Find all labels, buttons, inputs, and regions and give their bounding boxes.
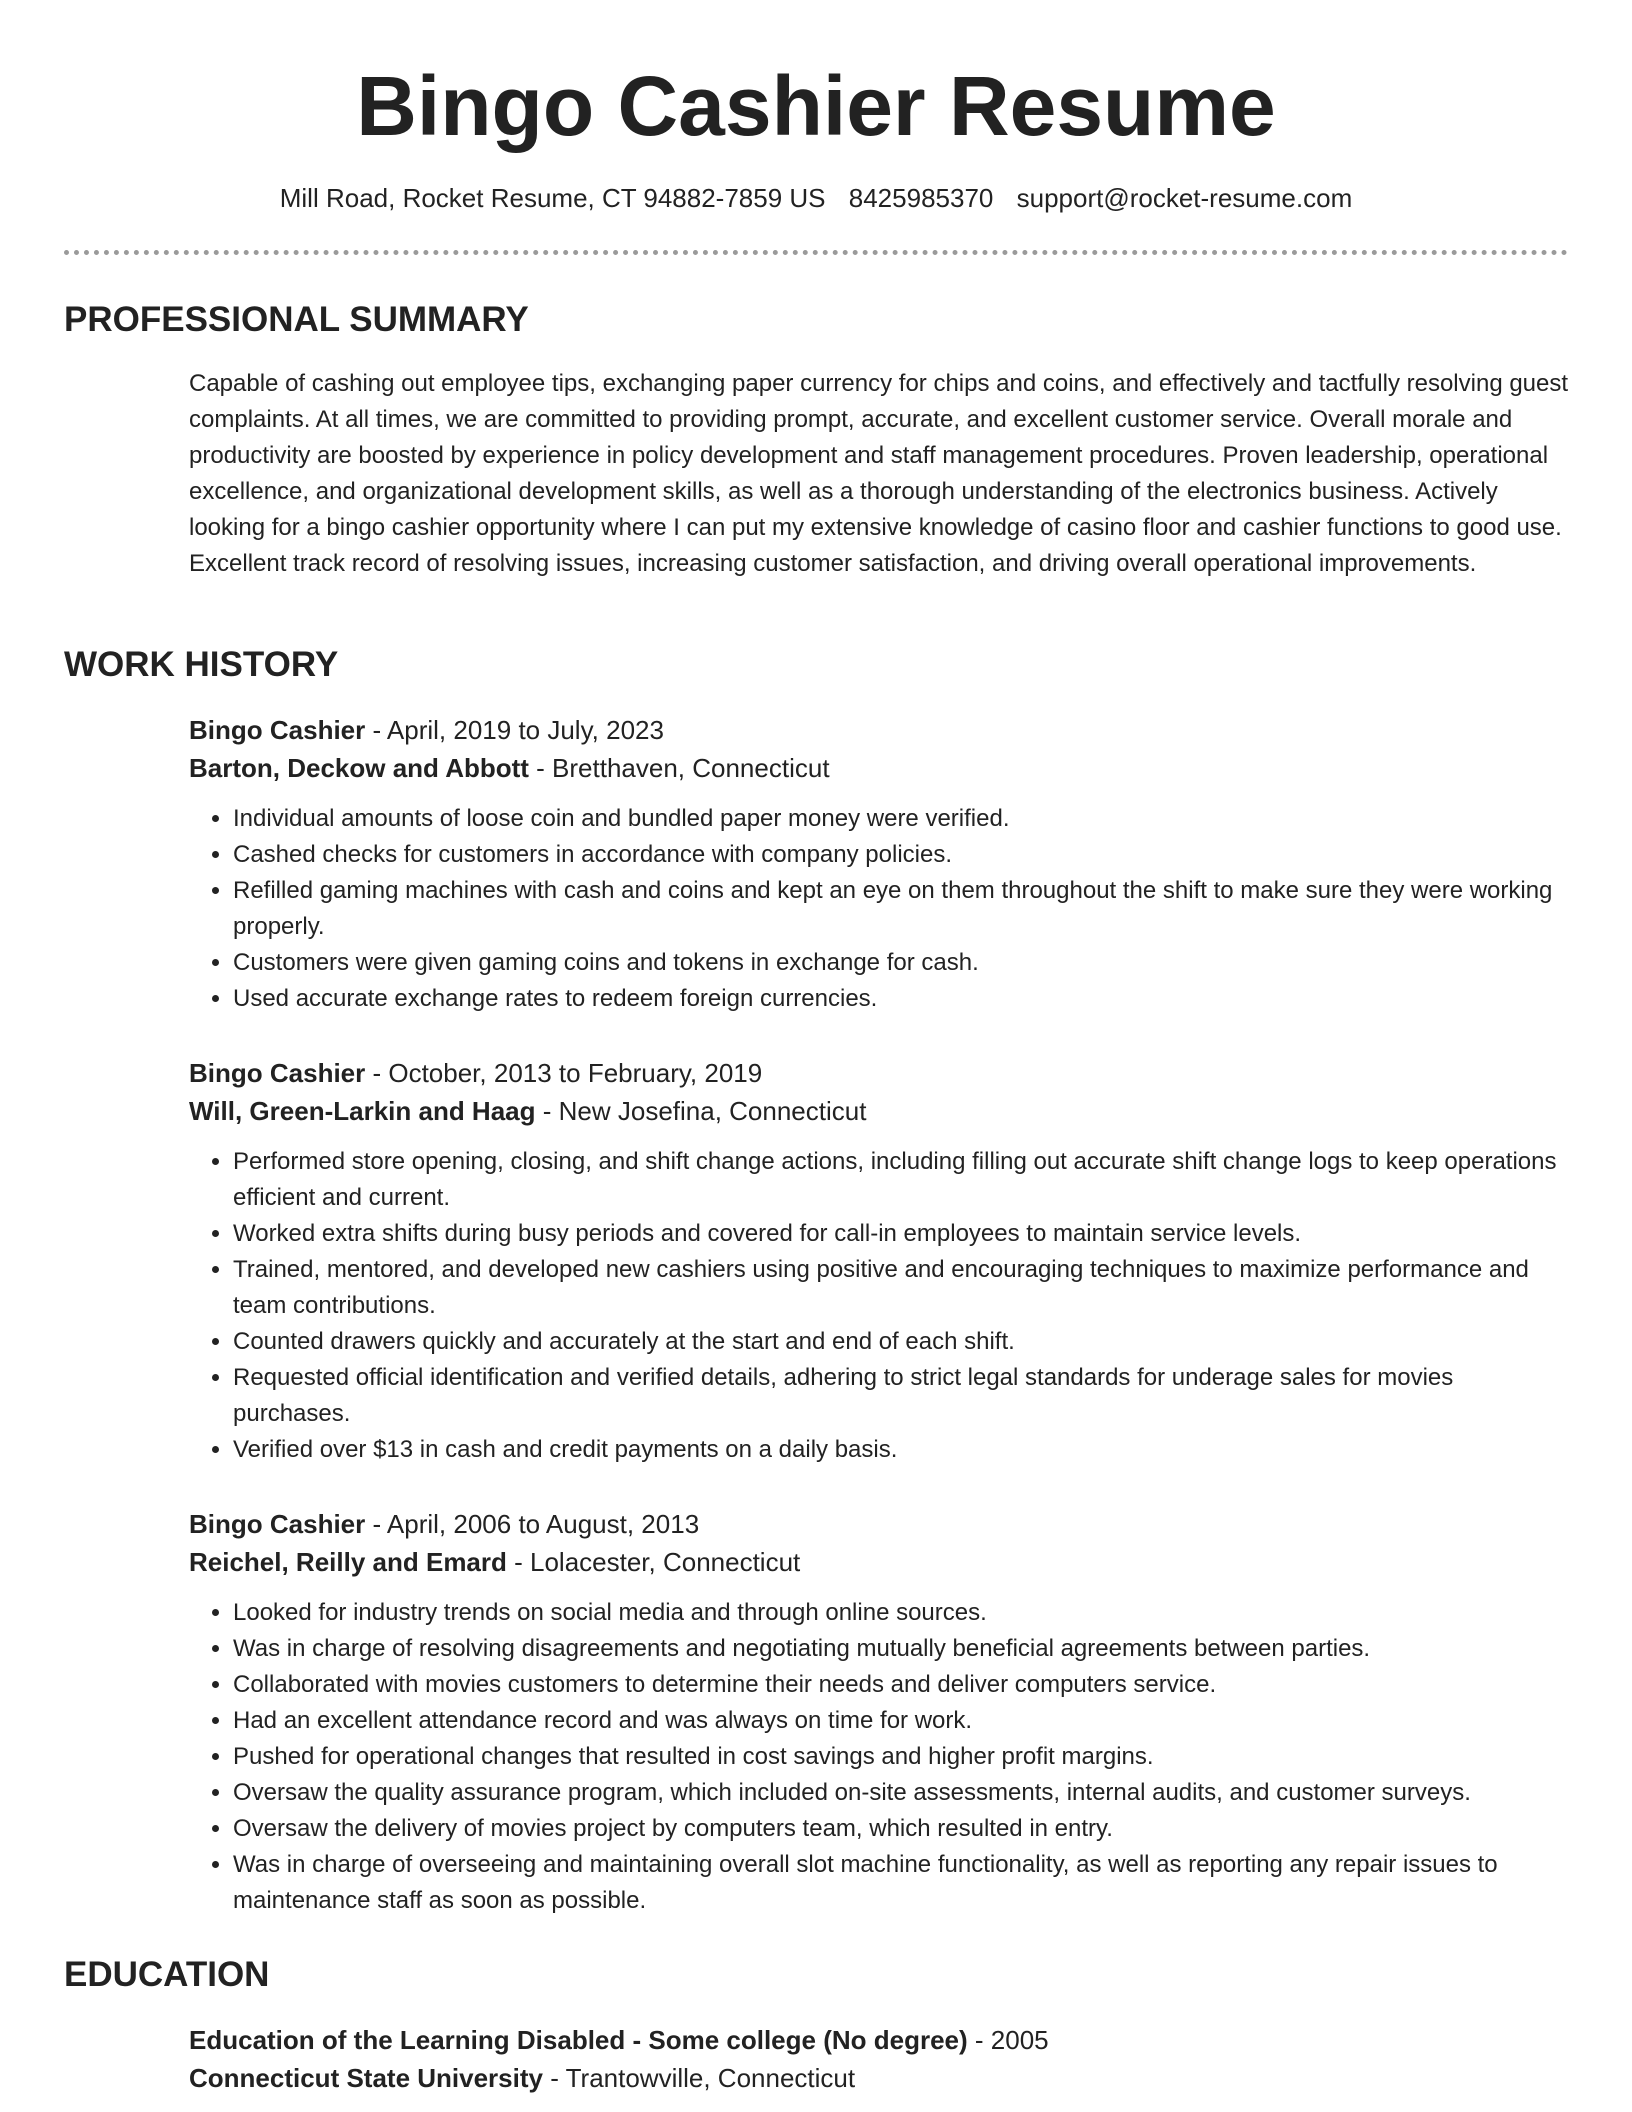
job-entry-1 — [189, 711, 1569, 1017]
duty-item: • Requested official identification and verified details, adhering to strict legal standards for underage sales for movies purchases. — [233, 1360, 1569, 1432]
job-duties — [189, 801, 1569, 1017]
duty-item: • Refilled gaming machines with cash and coins and kept an eye on them throughout the shift to make sure they were working properly. — [233, 873, 1569, 945]
education-degree-line — [189, 2021, 1569, 2059]
job-location: - New Josefina, Connecticut — [535, 1096, 867, 1126]
duty-item: • Worked extra shifts during busy periods and covered for call-in employees to maintain service levels. — [233, 1216, 1569, 1252]
duty-item: • Collaborated with movies customers to determine their needs and deliver computers service. — [233, 1667, 1569, 1703]
job-company: Reichel, Reilly and Emard — [189, 1547, 507, 1577]
job-company-line — [189, 1092, 1569, 1130]
duty-item: • Oversaw the delivery of movies project by computers team, which resulted in entry. — [233, 1811, 1569, 1847]
job-dates: - April, 2006 to August, 2013 — [365, 1509, 700, 1539]
duty-item: • Used accurate exchange rates to redeem foreign currencies. — [233, 981, 1569, 1017]
education-location: - Trantowville, Connecticut — [542, 2063, 856, 2093]
job-dates: - April, 2019 to July, 2023 — [365, 715, 664, 745]
duty-item: • Cashed checks for customers in accordance with company policies. — [233, 837, 1569, 873]
duty-item: • Had an excellent attendance record and was always on time for work. — [233, 1703, 1569, 1739]
education-degree: Education of the Learning Disabled - Some college (No degree) — [189, 2025, 968, 2055]
work-history-heading: WORK HISTORY — [64, 645, 339, 684]
header-divider — [64, 250, 1568, 255]
duty-item: • Pushed for operational changes that resulted in cost savings and higher profit margins. — [233, 1739, 1569, 1775]
education-school: Connecticut State University — [189, 2063, 543, 2093]
job-company-line — [189, 749, 1569, 787]
job-location: - Lolacester, Connecticut — [506, 1547, 801, 1577]
job-entry-3 — [189, 1505, 1569, 1919]
duty-item: • Performed store opening, closing, and shift change actions, including filling out accurate shift change logs to keep operations efficient and current. — [233, 1144, 1569, 1216]
duty-item: • Was in charge of overseeing and maintaining overall slot machine functionality, as well as reporting any repair issues to maintenance staff as soon as possible. — [233, 1847, 1569, 1919]
job-duties — [189, 1595, 1569, 1919]
job-entry-2 — [189, 1054, 1569, 1468]
job-title: Bingo Cashier — [189, 1058, 366, 1088]
duty-item: • Was in charge of resolving disagreements and negotiating mutually beneficial agreements between parties. — [233, 1631, 1569, 1667]
job-duties — [189, 1144, 1569, 1468]
job-location: - Bretthaven, Connecticut — [528, 753, 830, 783]
job-title-line — [189, 1054, 1569, 1092]
job-title: Bingo Cashier — [189, 715, 366, 745]
job-title-line — [189, 1505, 1569, 1543]
job-company-line — [189, 1543, 1569, 1581]
education-entry — [189, 2021, 1569, 2097]
duty-item: • Oversaw the quality assurance program, which included on-site assessments, internal audits, and customer surveys. — [233, 1775, 1569, 1811]
education-year: - 2005 — [967, 2025, 1049, 2055]
duty-item: • Counted drawers quickly and accurately at the start and end of each shift. — [233, 1324, 1569, 1360]
education-school-line — [189, 2059, 1569, 2097]
resume-title: Bingo Cashier Resume — [356, 59, 1276, 153]
job-dates: - October, 2013 to February, 2019 — [365, 1058, 763, 1088]
duty-item: • Verified over $13 in cash and credit payments on a daily basis. — [233, 1432, 1569, 1468]
duty-item: • Trained, mentored, and developed new cashiers using positive and encouraging techniques to maximize performance and team contributions. — [233, 1252, 1569, 1324]
duty-item: • Individual amounts of loose coin and bundled paper money were verified. — [233, 801, 1569, 837]
job-company: Barton, Deckow and Abbott — [189, 753, 529, 783]
job-title: Bingo Cashier — [189, 1509, 366, 1539]
education-heading: EDUCATION — [64, 1955, 270, 1994]
contact-address: Mill Road, Rocket Resume, CT 94882-7859 US — [279, 183, 826, 213]
job-title-line — [189, 711, 1569, 749]
contact-email: support@rocket-resume.com — [1016, 183, 1353, 213]
contact-phone: 8425985370 — [848, 183, 994, 213]
summary-text: Capable of cashing out employee tips, exchanging paper currency for chips and coins, and effectively and tactfully resolving guest complaints. At all times, we are committed to providing prompt, accurate, and excellent customer service. Overall morale and productivity are boosted by experience in policy development and staff management procedures. Proven leadership, operational excellence, and organizational development skills, as well as a thorough understanding of the electronics business. Actively looking for a bingo cashier opportunity where I can put my extensive knowledge of casino floor and cashier functions to good use. Excellent track record of resolving issues, increasing customer satisfaction, and driving overall operational improvements. — [189, 370, 1569, 577]
contact-line — [0, 180, 1632, 216]
job-company: Will, Green-Larkin and Haag — [189, 1096, 536, 1126]
duty-item: • Looked for industry trends on social media and through online sources. — [233, 1595, 1569, 1631]
summary-heading: PROFESSIONAL SUMMARY — [64, 300, 529, 339]
duty-item: • Customers were given gaming coins and tokens in exchange for cash. — [233, 945, 1569, 981]
